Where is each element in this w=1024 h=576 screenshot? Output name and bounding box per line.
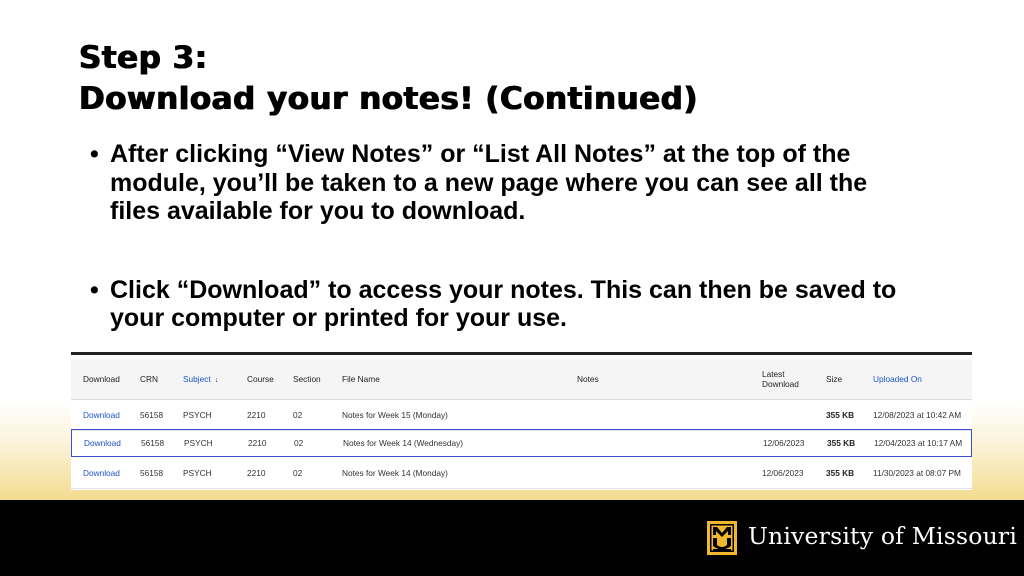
cell-uploaded-on: 11/30/2023 at 08:07 PM [873,468,961,478]
cell-size: 355 KB [826,410,855,420]
download-link[interactable]: Download [83,468,120,478]
university-name: University of Missouri [748,522,1018,550]
footer-bar [0,500,1024,576]
cell-file-name: Notes for Week 14 (Monday) [342,468,448,478]
bullet-list [90,140,910,333]
cell-uploaded-on: 12/04/2023 at 10:17 AM [874,438,963,448]
cell-subject: PSYCH [183,468,212,478]
header-latest-line2[interactable]: Download [762,379,799,389]
cell-course: 2210 [248,438,267,448]
cell-subject: PSYCH [184,438,213,448]
header-subject-label[interactable]: Subject [183,374,211,384]
mizzou-logo-icon [707,521,737,555]
notes-table-screenshot [71,352,972,490]
cell-crn: 56158 [141,438,165,448]
table-row [71,400,972,431]
cell-file-name: Notes for Week 15 (Monday) [342,410,448,420]
cell-size: 355 KB [826,468,855,478]
header-size: Size [826,374,843,384]
cell-size: 355 KB [827,438,856,448]
bullet-item [90,276,910,333]
sort-az-icon[interactable]: ↓ [214,377,219,384]
cell-subject: PSYCH [183,410,212,420]
slide-title [79,38,698,120]
header-section: Section [293,374,321,384]
cell-latest-download: 12/06/2023 [763,438,805,448]
cell-uploaded-on: 12/08/2023 at 10:42 AM [873,410,962,420]
bullet-item [90,140,910,226]
header-download: Download [83,374,120,384]
download-link[interactable]: Download [83,410,120,420]
header-course: Course [247,374,274,384]
cell-course: 2210 [247,410,266,420]
header-crn: CRN [140,374,158,384]
header-subject[interactable] [183,374,218,384]
cell-latest-download: 12/06/2023 [762,468,804,478]
header-uploaded-on[interactable]: Uploaded On [873,374,922,384]
cell-section: 02 [294,438,304,448]
cell-crn: 56158 [140,410,164,420]
title-line-2: Download your notes! (Continued) [79,81,699,117]
header-latest-download[interactable] [762,369,799,389]
header-notes: Notes [577,374,599,384]
cell-crn: 56158 [140,468,164,478]
cell-course: 2210 [247,468,266,478]
header-file-name: File Name [342,374,380,384]
bullet-text: After clicking “View Notes” or “List All Notes” at the top of the module, you’ll be taken to a new page where you can see all the files available for you to download. [110,140,868,225]
cell-section: 02 [293,468,303,478]
table-row [71,429,972,457]
download-link[interactable]: Download [84,438,121,448]
cell-file-name: Notes for Week 14 (Wednesday) [343,438,464,448]
table-row [71,458,972,489]
title-line-1: Step 3: [79,40,208,76]
bullet-dot: • [90,140,99,168]
table-header-row [71,359,972,400]
bullet-dot: • [90,275,99,304]
header-latest-line1[interactable]: Latest [762,369,785,379]
cell-section: 02 [293,410,303,420]
bullet-text: Click “Download” to access your notes. This can then be saved to your computer or printed for your use. [110,275,897,332]
